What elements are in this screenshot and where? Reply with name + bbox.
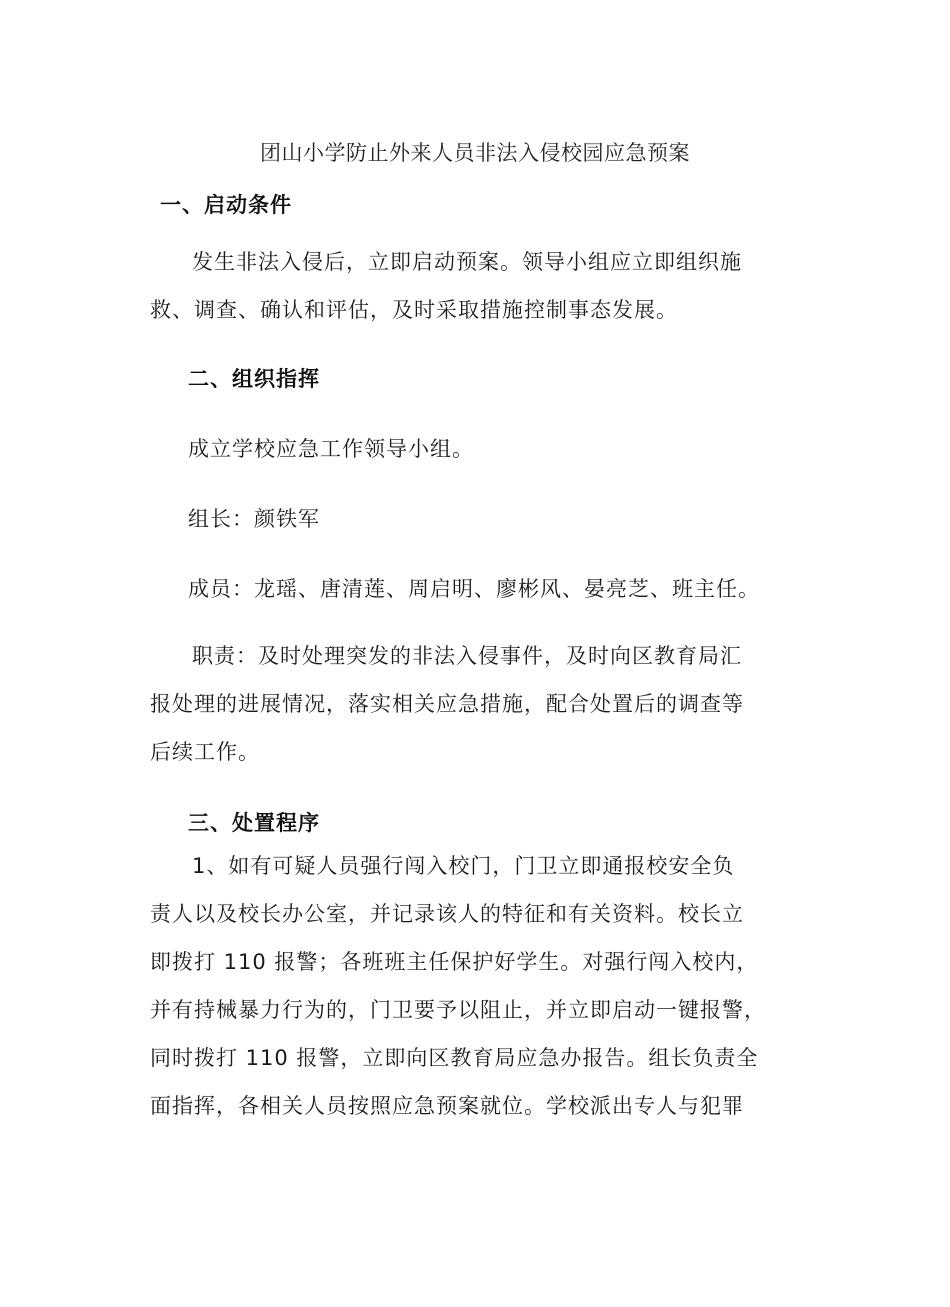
paragraph-line: 救、调查、确认和评估，及时采取措施控制事态发展。 bbox=[150, 298, 678, 322]
paragraph-line: 发生非法入侵后，立即启动预案。领导小组应立即组织施 bbox=[192, 250, 742, 274]
section-heading-organization: 二、组织指挥 bbox=[188, 367, 320, 391]
paragraph-line: 1、如有可疑人员强行闯入校门，门卫立即通报校安全负 bbox=[192, 854, 735, 878]
paragraph-line: 同时拨打 110 报警，立即向区教育局应急办报告。组长负责全 bbox=[150, 1046, 759, 1070]
paragraph-group-leader: 组长：颜铁军 bbox=[188, 507, 320, 531]
paragraph-line: 责人以及校长办公室，并记录该人的特征和有关资料。校长立 bbox=[150, 902, 744, 926]
paragraph-line: 职责：及时处理突发的非法入侵事件，及时向区教育局汇 bbox=[192, 644, 742, 668]
section-heading-start-conditions: 一、启动条件 bbox=[160, 193, 292, 217]
paragraph-line: 面指挥，各相关人员按照应急预案就位。学校派出专人与犯罪 bbox=[150, 1094, 744, 1118]
paragraph-line: 后续工作。 bbox=[150, 740, 260, 764]
paragraph-line: 即拨打 110 报警；各班班主任保护好学生。对强行闯入校内， bbox=[150, 950, 759, 974]
paragraph-duties bbox=[150, 632, 810, 776]
paragraph-line: 报处理的进展情况，落实相关应急措施，配合处置后的调查等 bbox=[150, 692, 744, 716]
paragraph-start-conditions bbox=[150, 238, 810, 334]
paragraph-group-members: 成员：龙瑶、唐清莲、周启明、廖彬风、晏亮芝、班主任。 bbox=[188, 577, 760, 601]
paragraph-line: 并有持械暴力行为的，门卫要予以阻止，并立即启动一键报警， bbox=[150, 998, 766, 1022]
paragraph-group-intro: 成立学校应急工作领导小组。 bbox=[188, 437, 474, 461]
section-heading-procedure: 三、处置程序 bbox=[188, 811, 320, 835]
paragraph-procedure-item-1 bbox=[150, 842, 810, 1130]
document-title: 团山小学防止外来人员非法入侵校园应急预案 bbox=[260, 141, 690, 165]
